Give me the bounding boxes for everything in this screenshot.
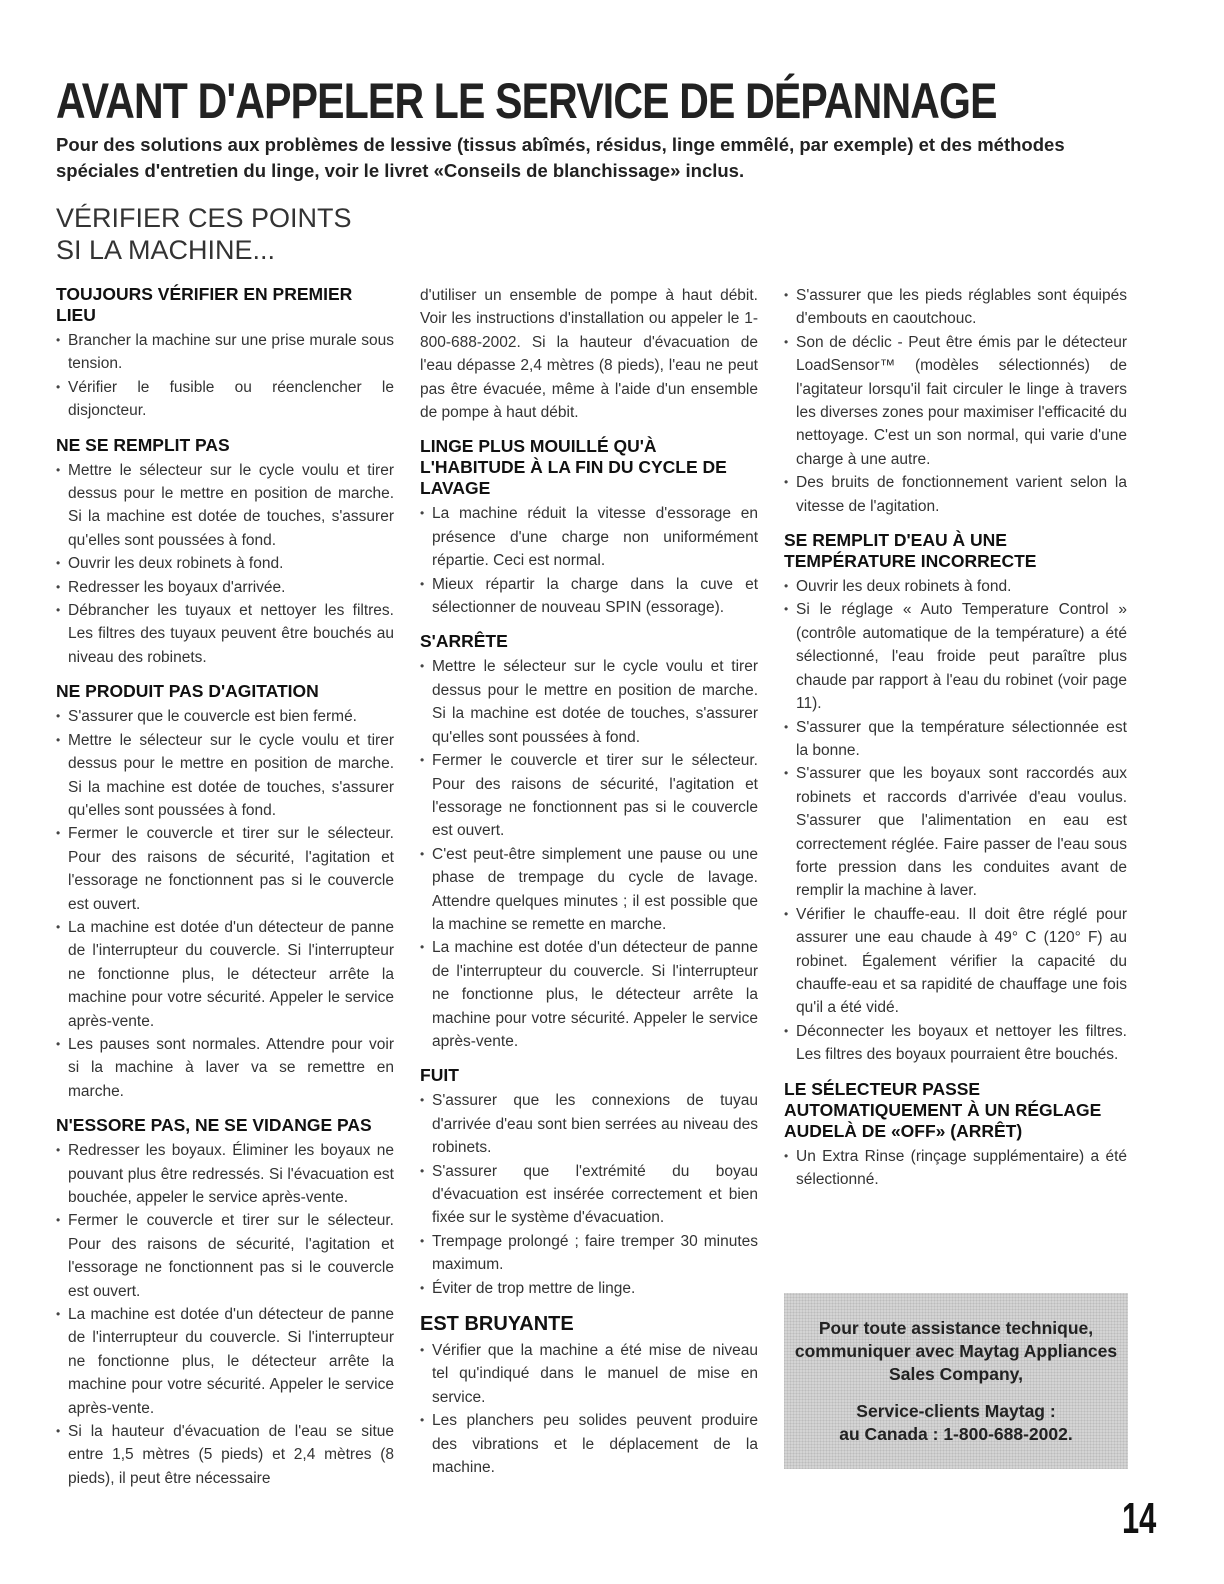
list-item: • Brancher la machine sur une prise murale sous tension. [56, 329, 394, 376]
list-item: • Un Extra Rinse (rinçage supplémentaire) a été sélectionné. [784, 1145, 1127, 1192]
list-item: • Trempage prolongé ; faire tremper 30 minutes maximum. [420, 1230, 758, 1277]
section-heading: EST BRUYANTE [420, 1313, 574, 1336]
section-heading: N'ESSORE PAS, NE SE VIDANGE PAS [56, 1115, 372, 1136]
bullet-list [420, 655, 758, 1053]
list-item: • Éviter de trop mettre de linge. [420, 1277, 758, 1300]
continued-text: d'utiliser un ensemble de pompe à haut débit. Voir les instructions d'installation ou appeler le 1-800-688-2002. Si la hauteur d'évacuation de l'eau dépasse 2,4 mètres (8 pieds), l'eau ne peut pas être évacuée, même à l'aide d'un ensemble de pompe à haut débit. [420, 287, 758, 422]
list-item: • Vérifier le fusible ou réenclencher le disjoncteur. [56, 376, 394, 423]
section-heading: SE REMPLIT D'EAU À UNE TEMPÉRATURE INCORRECTE [784, 530, 1037, 572]
list-item: • S'assurer que les boyaux sont raccordés aux robinets et raccords d'arrivée d'eau voulus. S'assurer que l'alimentation en eau est correctement réglée. Faire passer de l'eau sous forte pression dans les conduites avant de remplir la machine à laver. [784, 762, 1127, 902]
list-item: • Déconnecter les boyaux et nettoyer les filtres. Les filtres des boyaux pourraient être bouchés. [784, 1020, 1127, 1067]
list-item: • S'assurer que les connexions de tuyau d'arrivée d'eau sont bien serrées au niveau des robinets. [420, 1089, 758, 1159]
section-subtitle [56, 202, 352, 266]
list-item: • La machine est dotée d'un détecteur de panne de l'interrupteur du couvercle. Si l'interrupteur ne fonctionne plus, le détecteur arrête la machine pour votre sécurité. Appeler le service après-vente. [56, 916, 394, 1033]
list-item: • S'assurer que les pieds réglables sont équipés d'embouts en caoutchouc. [784, 284, 1127, 331]
column-3 [784, 284, 1127, 1203]
section-est-bruyante [420, 1312, 758, 1479]
section-heading: LINGE PLUS MOUILLÉ QU'À L'HABITUDE À LA FIN DU CYCLE DE LAVAGE [420, 436, 727, 499]
list-item: • La machine est dotée d'un détecteur de panne de l'interrupteur du couvercle. Si l'interrupteur ne fonctionne plus, le détecteur arrête la machine pour votre sécurité. Appeler le service après-vente. [56, 1303, 394, 1420]
list-item: • Les planchers peu solides peuvent produire des vibrations et le déplacement de la machine. [420, 1409, 758, 1479]
subtitle-line-1: VÉRIFIER CES POINTS [56, 203, 352, 233]
list-item: • C'est peut-être simplement une pause ou une phase de trempage du cycle de lavage. Attendre quelques minutes ; il est possible que la machine se remette en marche. [420, 843, 758, 937]
section-ne-produit-pas-agitation [56, 681, 394, 1103]
contact-line-2: Sales Company, [889, 1364, 1023, 1384]
bullet-list [56, 1139, 394, 1490]
list-item: • Vérifier que la machine a été mise de niveau tel qu'indiqué dans le manuel de mise en service. [420, 1339, 758, 1409]
section-s-arrete [420, 631, 758, 1053]
section-heading: LE SÉLECTEUR PASSE AUTOMATIQUEMENT À UN RÉGLAGE AUDELÀ DE «OFF» (ARRÊT) [784, 1078, 1102, 1141]
list-item: • Mettre le sélecteur sur le cycle voulu et tirer dessus pour le mettre en position de marche. Si la machine est dotée de touches, s'assurer qu'elles sont poussées à fond. [56, 459, 394, 553]
contact-line-3: Service-clients Maytag : [856, 1401, 1056, 1421]
column-2 [420, 284, 758, 1491]
list-item: • La machine est dotée d'un détecteur de panne de l'interrupteur du couvercle. Si l'interrupteur ne fonctionne plus, le détecteur arrête la machine pour votre sécurité. Appeler le service après-vente. [420, 936, 758, 1053]
bullet-list [784, 284, 1127, 518]
section-linge-plus-mouille [420, 436, 758, 619]
list-item: • Les pauses sont normales. Attendre pour voir si la machine à laver va se remettre en marche. [56, 1033, 394, 1103]
list-item: • Mettre le sélecteur sur le cycle voulu et tirer dessus pour le mettre en position de marche. Si la machine est dotée de touches, s'assurer qu'elles sont poussées à fond. [56, 729, 394, 823]
list-item: • Ouvrir les deux robinets à fond. [56, 552, 394, 575]
bullet-list [784, 575, 1127, 1067]
subtitle-line-2: SI LA MACHINE... [56, 235, 276, 265]
contact-phone: au Canada : 1-800-688-2002. [839, 1424, 1073, 1444]
list-item: • Si la hauteur d'évacuation de l'eau se situe entre 1,5 mètres (5 pieds) et 2,4 mètres (8 pieds), il peut être nécessaire [56, 1420, 394, 1490]
section-n-essore-pas [56, 1115, 394, 1490]
list-item: • Son de déclic - Peut être émis par le détecteur LoadSensor™ (modèles sélectionnés) de l'agitateur lorsqu'il fait circuler le linge à travers les diverses zones pour maximiser l'efficacité du nettoyage. C'est un son normal, qui varie d'une charge à une autre. [784, 331, 1127, 471]
page-title: AVANT D'APPELER LE SERVICE DE DÉPANNAGE [56, 73, 997, 129]
bullet-list [784, 1145, 1127, 1192]
list-item: • Vérifier le chauffe-eau. Il doit être réglé pour assurer une eau chaude à 49° C (120° F) au robinet. Également vérifier la capacité du chauffe-eau et sa rapidité de chauffage une fois qu'il a été vidé. [784, 903, 1127, 1020]
bullet-list [56, 705, 394, 1103]
section-heading: TOUJOURS VÉRIFIER EN PREMIER LIEU [56, 284, 353, 325]
list-item: • La machine réduit la vitesse d'essorage en présence d'une charge non uniformément répartie. Ceci est normal. [420, 502, 758, 572]
section-fuit [420, 1065, 758, 1300]
bullet-list [56, 329, 394, 423]
list-item: • Mieux répartir la charge dans la cuve et sélectionner de nouveau SPIN (essorage). [420, 573, 758, 620]
list-item: • S'assurer que le couvercle est bien fermé. [56, 705, 394, 728]
list-item: • Fermer le couvercle et tirer sur le sélecteur. Pour des raisons de sécurité, l'agitation et l'essorage ne fonctionnent pas si le couvercle est ouvert. [56, 822, 394, 916]
list-item: • Fermer le couvercle et tirer sur le sélecteur. Pour des raisons de sécurité, l'agitation et l'essorage ne fonctionnent pas si le couvercle est ouvert. [420, 749, 758, 843]
list-item: • Redresser les boyaux d'arrivée. [56, 576, 394, 599]
section-ne-se-remplit-pas [56, 435, 394, 670]
section-temperature-incorrecte [784, 530, 1127, 1067]
intro-text: Pour des solutions aux problèmes de lessive (tissus abîmés, résidus, linge emmêlé, par exemple) et des méthodes spéciales d'entretien du linge, voir le livret «Conseils de blanchissage» inclus. [56, 134, 1065, 181]
list-item: • Redresser les boyaux. Éliminer les boyaux ne pouvant plus être redressés. Si l'évacuation est bouchée, appeler le service après-vente. [56, 1139, 394, 1209]
list-item: • Débrancher les tuyaux et nettoyer les filtres. Les filtres des tuyaux peuvent être bouchés au niveau des robinets. [56, 599, 394, 669]
contact-box [784, 1293, 1128, 1469]
section-selecteur-automatique [784, 1079, 1127, 1192]
list-item: • Fermer le couvercle et tirer sur le sélecteur. Pour des raisons de sécurité, l'agitation et l'essorage ne fonctionnent pas si le couvercle est ouvert. [56, 1209, 394, 1303]
list-item: • S'assurer que l'extrémité du boyau d'évacuation est insérée correctement et bien fixée sur le système d'évacuation. [420, 1160, 758, 1230]
list-item: • Ouvrir les deux robinets à fond. [784, 575, 1127, 598]
section-heading: NE PRODUIT PAS D'AGITATION [56, 681, 319, 702]
section-heading: FUIT [420, 1065, 459, 1086]
column-1 [56, 284, 394, 1502]
contact-line-1: Pour toute assistance technique, communiquer avec Maytag Appliances [794, 1318, 1118, 1361]
section-toujours-verifier [56, 284, 394, 423]
list-item: • Des bruits de fonctionnement varient selon la vitesse de l'agitation. [784, 471, 1127, 518]
section-heading: NE SE REMPLIT PAS [56, 434, 230, 455]
list-item: • Si le réglage « Auto Temperature Control » (contrôle automatique de la température) a été sélectionné, l'eau froide peut paraître plus chaude par rapport à l'eau du robinet (voir page 11). [784, 598, 1127, 715]
page-number: 14 [1122, 1494, 1157, 1543]
list-item: • Mettre le sélecteur sur le cycle voulu et tirer dessus pour le mettre en position de marche. Si la machine est dotée de touches, s'assurer qu'elles sont poussées à fond. [420, 655, 758, 749]
list-item: • S'assurer que la température sélectionnée est la bonne. [784, 716, 1127, 763]
bullet-list [56, 459, 394, 670]
section-heading: S'ARRÊTE [420, 631, 508, 652]
bullet-list [420, 1339, 758, 1479]
bullet-list [420, 502, 758, 619]
section-bruyante-suite [784, 284, 1127, 518]
bullet-list [420, 1089, 758, 1300]
